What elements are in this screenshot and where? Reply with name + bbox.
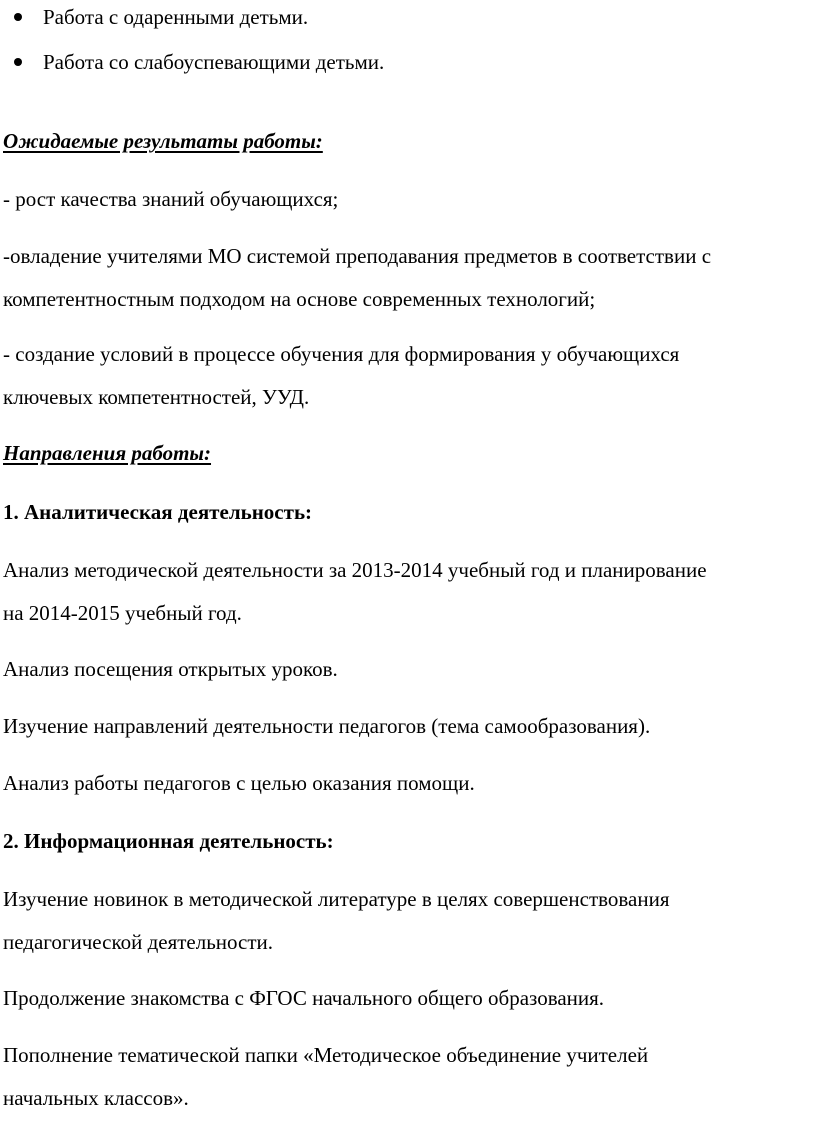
analytic-line: на 2014-2015 учебный год. [3, 601, 242, 625]
bullet-item-underachieving [14, 49, 384, 75]
informational-line: Пополнение тематической папки «Методическое объединение учителей [3, 1043, 649, 1067]
bullet-text: Работа с одаренными детьми. [43, 5, 309, 29]
analytic-line: Анализ работы педагогов с целью оказания помощи. [3, 771, 475, 795]
informational-line: Изучение новинок в методической литературе в целях совершенствования [3, 887, 670, 911]
expected-result-line: - рост качества знаний обучающихся; [3, 187, 339, 211]
bullet-text: Работа со слабоуспевающими детьми. [43, 50, 385, 74]
informational-section-heading: 2. Информационная деятельность: [3, 829, 334, 853]
analytic-line: Анализ методической деятельности за 2013-2014 учебный год и планирование [3, 558, 707, 582]
expected-result-line: -овладение учителями МО системой преподавания предметов в соответствии с [3, 244, 712, 268]
informational-line: Продолжение знакомства с ФГОС начального общего образования. [3, 986, 605, 1010]
directions-heading: Направления работы: [3, 441, 212, 465]
expected-results-heading: Ожидаемые результаты работы: [3, 129, 323, 153]
expected-result-line: - создание условий в процессе обучения для формирования у обучающихся [3, 342, 680, 366]
informational-line: педагогической деятельности. [3, 930, 274, 954]
bullet-icon [14, 13, 22, 21]
analytic-section-heading: 1. Аналитическая деятельность: [3, 500, 313, 524]
bullet-item-gifted [14, 4, 308, 30]
analytic-line: Изучение направлений деятельности педагогов (тема самообразования). [3, 714, 651, 738]
informational-line: начальных классов». [3, 1086, 189, 1110]
bullet-icon [14, 58, 22, 66]
expected-result-line: компетентностным подходом на основе современных технологий; [3, 287, 596, 311]
expected-result-line: ключевых компетентностей, УУД. [3, 385, 310, 409]
analytic-line: Анализ посещения открытых уроков. [3, 657, 338, 681]
